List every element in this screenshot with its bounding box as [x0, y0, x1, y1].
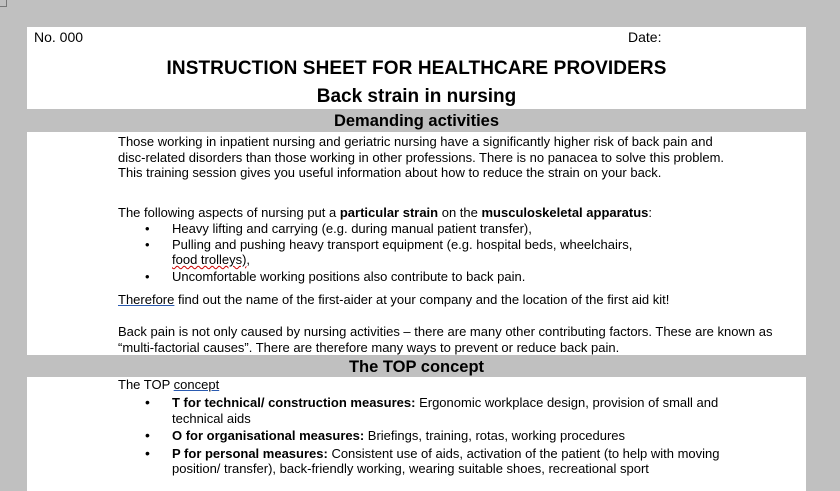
aspects-colon: : [648, 205, 653, 220]
document-header [27, 27, 806, 109]
section-top-concept [27, 377, 806, 491]
list-item [118, 395, 758, 426]
top-intro [118, 377, 219, 393]
list-item [118, 446, 758, 477]
list-item [118, 269, 718, 285]
measure-title: P for personal measures: [172, 445, 328, 461]
aspects-text-mid: on the [438, 205, 482, 220]
aspects-text: The following aspects of nursing put a [118, 205, 340, 220]
list-item [118, 428, 758, 444]
measure-title: O for organisational measures: [172, 428, 365, 443]
section-heading-demanding-activities: Demanding activities [27, 111, 806, 131]
multifactorial-paragraph: Back pain is not only caused by nursing activities – there are many other contributing factors. These are known as “multi-factorial causes”. There are therefore many ways to prevent or reduce back pain. [118, 324, 773, 355]
list-item [118, 237, 718, 268]
measure-text: Ergonomic workplace design, provision of small and technical aids [172, 395, 719, 426]
document-number: No. 000 [34, 29, 84, 45]
list-item-text: Pulling and pushing heavy transport equipment (e.g. hospital beds, wheelchairs, [172, 236, 633, 252]
first-aid-paragraph [118, 292, 798, 308]
document-title: INSTRUCTION SHEET FOR HEALTHCARE PROVIDERS [166, 58, 667, 79]
measure-title: T for technical/ construction measures: [172, 395, 416, 410]
document-subtitle: Back strain in nursing [316, 86, 517, 107]
aspects-bold-apparatus: musculoskeletal apparatus [481, 205, 649, 220]
spellcheck-flagged-text: food trolleys) [172, 252, 247, 267]
therefore-link[interactable]: Therefore [118, 292, 175, 307]
concept-link[interactable]: concept [173, 377, 220, 392]
top-measures-list [118, 395, 758, 479]
list-item-text: Heavy lifting and carrying (e.g. during manual patient transfer), [172, 221, 532, 236]
date-field-label: Date: [628, 29, 662, 45]
intro-paragraph: Those working in inpatient nursing and geriatric nursing have a significantly higher risk of back pain and disc-related disorders than those working in other professions. There is no panacea to solve this problem. This training session gives you useful information about how to reduce the strain on your back. [118, 134, 725, 180]
page-corner-mark [0, 0, 7, 7]
list-item [118, 221, 718, 237]
first-aid-text: find out the name of the first-aider at your company and the location of the first aid kit! [174, 292, 670, 307]
measure-text: Briefings, training, rotas, working procedures [364, 428, 626, 443]
list-item-text-end: , [246, 252, 251, 267]
aspects-paragraph [118, 205, 768, 221]
section-demanding-activities [27, 132, 806, 355]
measure-text: Consistent use of aids, activation of the patient (to help with moving position/ transfer), back-friendly working, wearing suitable shoes, recreational sport [172, 445, 720, 476]
section-heading-top-concept: The TOP concept [27, 357, 806, 377]
top-intro-text: The TOP [118, 377, 174, 392]
list-item-text: Uncomfortable working positions also contribute to back pain. [172, 268, 526, 284]
strain-list [118, 221, 718, 284]
aspects-bold-strain: particular strain [339, 205, 439, 220]
